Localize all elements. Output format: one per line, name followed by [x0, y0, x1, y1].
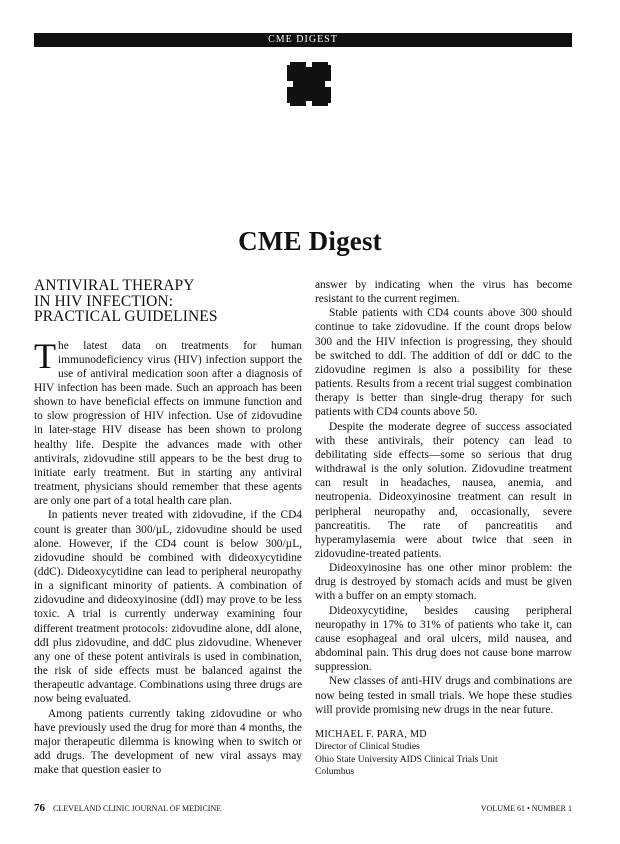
author-name: MICHAEL F. PARA, MD — [315, 728, 427, 740]
body-paragraph: New classes of anti-HIV drugs and combinations are now being tested in small trials. We hope these studies will provide promising new drugs in the near future. — [315, 675, 572, 716]
body-paragraph: Dideoxyinosine has one other minor problem: the drug is destroyed by stomach acids and must be given with a buffer on an empty stomach. — [315, 562, 572, 603]
body-paragraph: Among patients currently taking zidovudine or who have previously used the drug for more than 4 months, the major therapeutic dilemma is knowing when to switch or add drugs. The development of new viral assays may make that question easier to — [34, 707, 302, 777]
page-footer — [34, 802, 572, 814]
body-paragraph: Stable patients with CD4 counts above 300 should continue to take zidovudine. If the count drops below 300 and the HIV infection is progressing, they should be switched to ddI. The addition of ddI or ddC to the zidovudine regimen is also a possibility for these patients. Results from a recent trial suggest combination therapy is better than single-drug therapy for such patients with CD4 counts above 50. — [315, 307, 572, 419]
volume-info: VOLUME 61 • NUMBER 1 — [480, 804, 572, 813]
left-column — [34, 278, 302, 777]
journal-name: CLEVELAND CLINIC JOURNAL OF MEDICINE — [53, 804, 222, 813]
article-title-line: IN HIV INFECTION: — [34, 292, 174, 310]
article-title-line: ANTIVIRAL THERAPY — [34, 277, 195, 294]
body-paragraph: Dideoxycytidine, besides causing peripheral neuropathy in 17% to 31% of patients who take it, can cause esophageal and oral ulcers, mild nausea, and abdominal pain. This drug does not cause bone marrow suppression. — [315, 604, 572, 674]
right-column — [315, 278, 572, 779]
drop-cap: T — [34, 335, 56, 376]
page-title: CME Digest — [238, 226, 382, 256]
page-number: 76 — [34, 802, 45, 814]
body-paragraph: In patients never treated with zidovudine, if the CD4 count is greater than 300/µL, zidovudine should be used alone. However, if the CD4 count is below 300/µL, zidovudine should be combined with dideoxycytidine (ddC). Dideoxycytidine can lead to peripheral neuropathy in a significant minority of patients. A combination of zidovudine and dideoxyinosine (ddI) may prove to be less toxic. A trial is currently underway examining four different treatment protocols: zidovudine alone, ddI alone, ddI plus zidovudine, and ddC plus zidovudine. Whenever any one of these potent antivirals is used in combination, the risk of side effects must be balanced against the therapeutic advantage. Combinations using three drugs are now being evaluated. — [34, 509, 302, 706]
author-institution: Ohio State University AIDS Clinical Trials Unit — [315, 754, 498, 765]
body-paragraph-text: he latest data on treatments for human immunodeficiency virus (HIV) infection support the use of antiviral medication soon after a diagnosis of HIV infection has been made. Such an approach has been shown to have beneficial effects on immune function and to slow progression of HIV infection. Use of zidovudine in later-stage HIV disease has been shown to prolong healthy life. Despite the advances made with other antivirals, zidovudine still appears to be the best drug to initiate early treatment. But in starting any antiviral treatment, physicians should remember that these agents are only one part of a total health care plan. — [34, 339, 302, 508]
author-title: Director of Clinical Studies — [315, 742, 420, 753]
section-header-label: CME DIGEST — [268, 34, 338, 45]
body-paragraph — [34, 335, 302, 509]
body-paragraph: Despite the moderate degree of success associated with these antivirals, their potency can lead to debilitating side effects—some so serious that drug withdrawal is the only solution. Zidovudine treatment can result in headaches, nausea, anemia, and neutropenia. Dideoxyinosine treatment can result in peripheral neuropathy and, occasionally, severe pancreatitis. The rate of pancreatitis and hyperamylasemia were about twice that seen in zidovudine-treated patients. — [315, 420, 572, 560]
article-title — [34, 278, 302, 325]
author-city: Columbus — [315, 767, 355, 778]
cme-logo-icon — [287, 62, 331, 106]
article-title-line: PRACTICAL GUIDELINES — [34, 308, 218, 325]
author-block — [315, 729, 572, 779]
section-header-bar — [34, 33, 572, 47]
body-paragraph: answer by indicating when the virus has become resistant to the current regimen. — [315, 279, 572, 306]
